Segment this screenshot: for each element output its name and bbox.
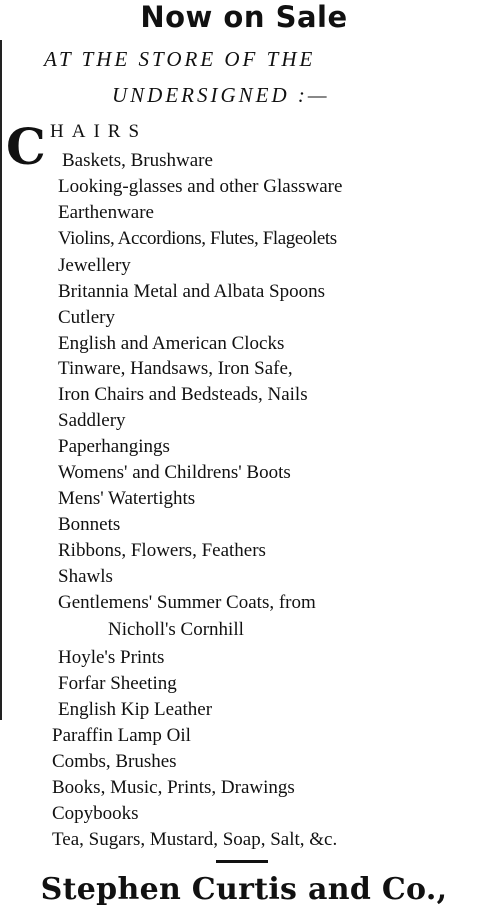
list-item: Copybooks xyxy=(52,803,139,824)
list-item: Looking-glasses and other Glassware xyxy=(58,176,343,197)
list-item: English Kip Leather xyxy=(58,699,213,720)
list-item: Forfar Sheeting xyxy=(58,673,177,694)
list-item: Cutlery xyxy=(58,307,115,328)
list-item: Iron Chairs and Bedsteads, Nails xyxy=(58,384,308,405)
list-item: Mens' Watertights xyxy=(58,488,196,509)
list-item: Saddlery xyxy=(58,410,126,431)
list-item: Tinware, Handsaws, Iron Safe, xyxy=(58,358,293,379)
headline: Now on Sale xyxy=(140,0,348,34)
list-item: Hoyle's Prints xyxy=(58,647,165,668)
list-item: Jewellery xyxy=(58,255,131,276)
drop-cap: C xyxy=(6,117,46,176)
list-item: Nicholl's Cornhill xyxy=(108,619,244,640)
merchant-name: Stephen Curtis and Co., xyxy=(40,872,448,907)
list-item: Shawls xyxy=(58,566,113,587)
list-item: Britannia Metal and Albata Spoons xyxy=(58,281,326,302)
list-item: Womens' and Childrens' Boots xyxy=(58,462,291,483)
list-item: Tea, Sugars, Mustard, Soap, Salt, &c. xyxy=(52,829,338,850)
list-item: Gentlemens' Summer Coats, from xyxy=(58,592,316,613)
list-item: Paperhangings xyxy=(58,436,170,457)
list-item: English and American Clocks xyxy=(58,333,285,354)
list-item: Ribbons, Flowers, Feathers xyxy=(58,540,266,561)
list-item: Violins, Accordions, Flutes, Flageolets xyxy=(58,228,337,249)
list-item: Paraffin Lamp Oil xyxy=(52,725,191,746)
list-item: Books, Music, Prints, Drawings xyxy=(52,777,295,798)
subheading-line-2: UNDERSIGNED :— xyxy=(112,83,330,107)
subheading-line-1: AT THE STORE OF THE xyxy=(44,47,316,71)
first-item-rest: HAIRS xyxy=(50,121,148,142)
left-column-rule xyxy=(0,40,2,720)
list-item: Baskets, Brushware xyxy=(62,150,213,171)
list-item: Bonnets xyxy=(58,514,121,535)
footer-divider xyxy=(216,860,268,863)
list-item: Combs, Brushes xyxy=(52,751,177,772)
list-item: Earthenware xyxy=(58,202,154,223)
